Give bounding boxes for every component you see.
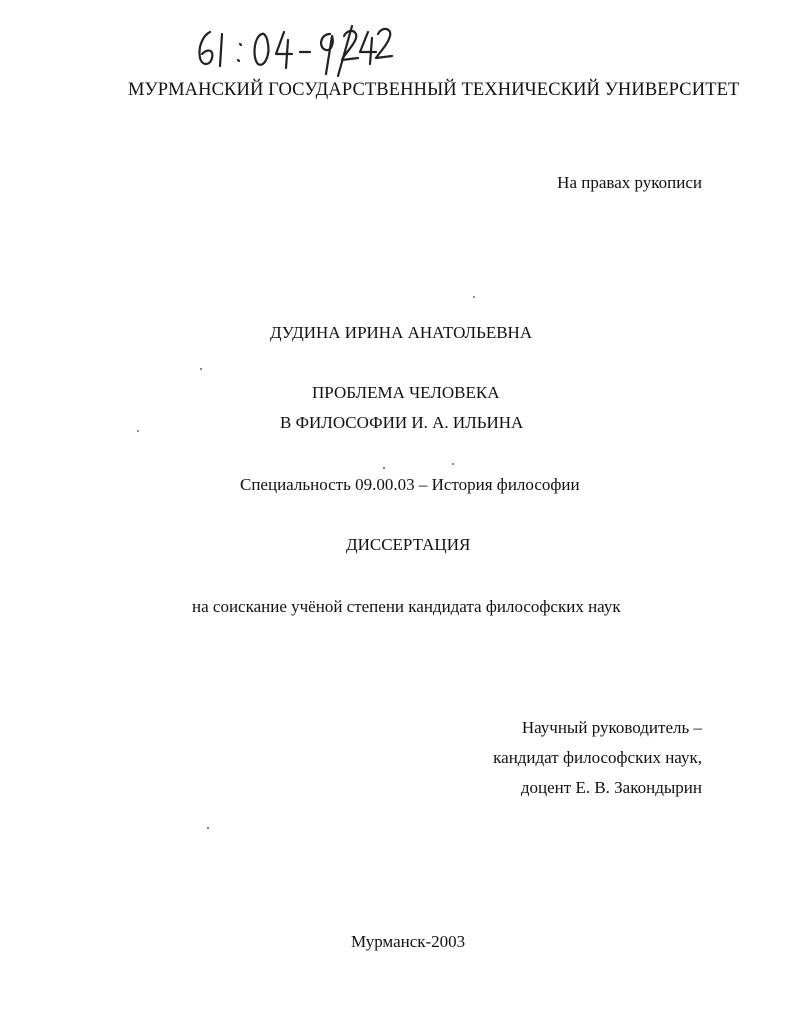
scan-speck: [452, 463, 454, 465]
supervisor-line-2: кандидат философских наук,: [493, 748, 702, 767]
scan-speck: [383, 467, 385, 469]
author-name: ДУДИНА ИРИНА АНАТОЛЬЕВНА: [270, 323, 533, 342]
place-and-year: Мурманск-2003: [351, 932, 466, 951]
title-line-2: В ФИЛОСОФИИ И. А. ИЛЬИНА: [280, 413, 524, 432]
supervisor-line-3: доцент Е. В. Закондырин: [520, 778, 702, 797]
scan-speck: [207, 827, 209, 829]
scan-speck: [137, 430, 139, 432]
manuscript-rights-note: На правах рукописи: [557, 173, 702, 192]
scan-speck: [200, 368, 202, 370]
scan-speck: [473, 296, 475, 298]
document-type: ДИССЕРТАЦИЯ: [346, 535, 471, 554]
supervisor-line-1: Научный руководитель –: [521, 718, 702, 737]
specialty-line: Специальность 09.00.03 – История философии: [240, 475, 580, 494]
degree-line: на соискание учёной степени кандидата философских наук: [192, 597, 621, 616]
handwritten-archive-number: [192, 18, 397, 78]
title-line-1: ПРОБЛЕМА ЧЕЛОВЕКА: [312, 383, 500, 402]
university-name: МУРМАНСКИЙ ГОСУДАРСТВЕННЫЙ ТЕХНИЧЕСКИЙ УНИВЕРСИТЕТ: [128, 80, 740, 100]
